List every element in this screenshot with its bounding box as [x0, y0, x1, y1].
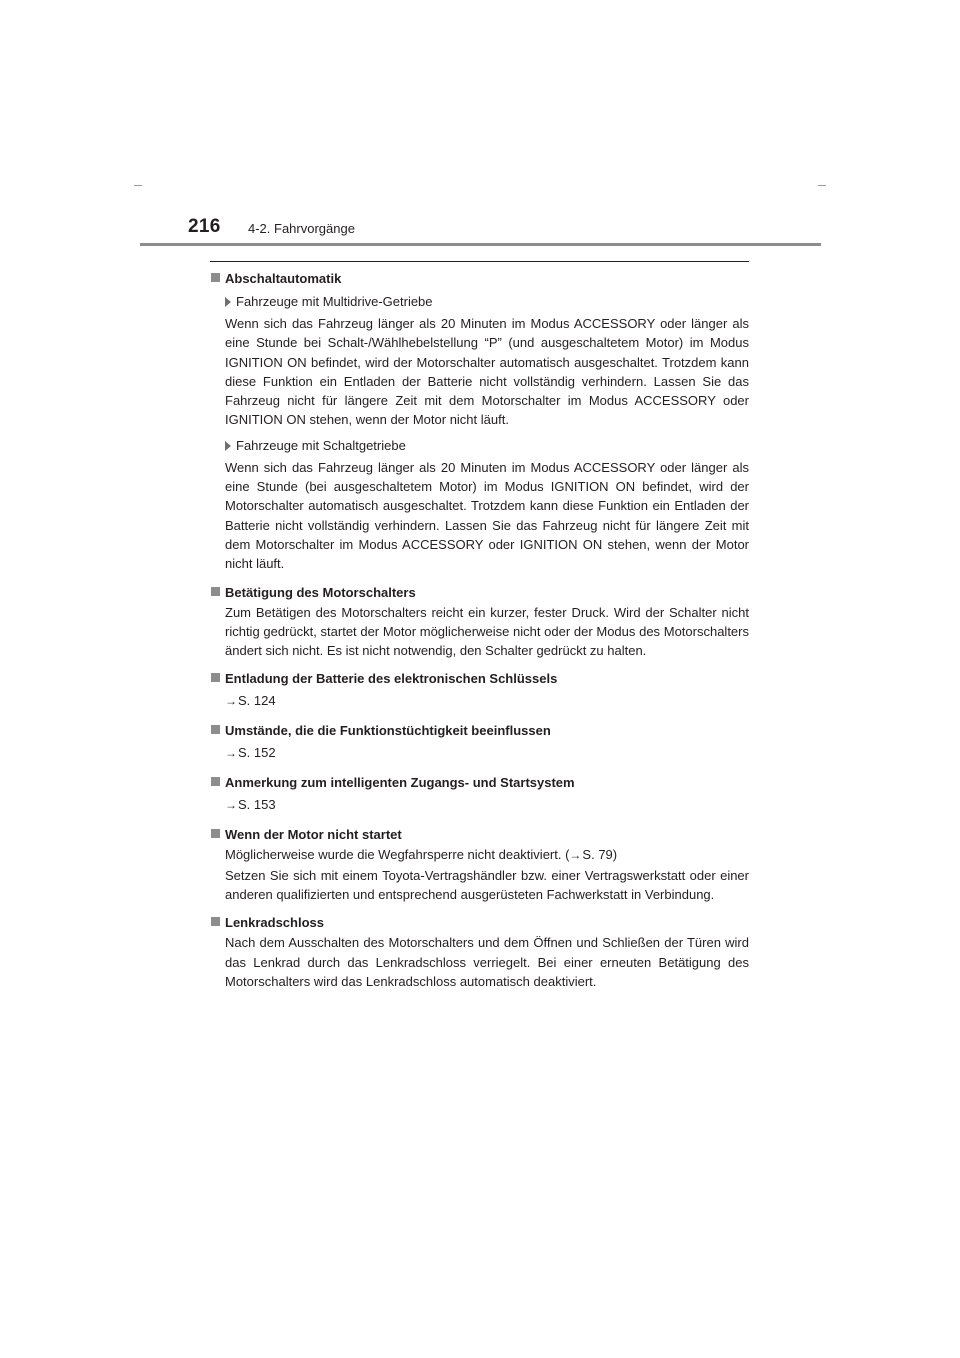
section-entladung — [210, 668, 749, 712]
section-body — [210, 291, 749, 574]
arrow-right-icon: → — [225, 798, 237, 813]
section-divider — [210, 261, 749, 262]
square-bullet-icon — [211, 725, 220, 734]
arrow-right-icon: → — [569, 848, 582, 863]
arrow-right-icon: → — [225, 746, 237, 761]
page-reference-text[interactable]: S. 79) — [582, 847, 618, 863]
section-body — [210, 794, 749, 816]
section-body — [210, 933, 749, 991]
page-content — [210, 261, 749, 991]
section-abschaltautomatik — [210, 268, 749, 574]
page-reference-text: S. 152 — [238, 745, 276, 761]
section-lenkradschloss — [210, 912, 749, 991]
subheading — [225, 435, 749, 456]
paragraph: Zum Betätigen des Motorschalters reicht ein kurzer, fester Druck. Wird der Schalter nicht richtig gedrückt, startet der Motor möglicherweise nicht oder der Modus des Motorschalters ändert sich nicht. Es ist nicht notwendig, den Schalter gedrückt zu halten. — [225, 604, 749, 659]
subheading-text: Fahrzeuge mit Multidrive-Getriebe — [236, 294, 433, 309]
arrow-right-icon: → — [225, 694, 237, 709]
section-motor-startet-nicht — [210, 824, 749, 904]
section-title-text: Wenn der Motor nicht startet — [225, 827, 402, 843]
subheading — [225, 291, 749, 312]
section-body — [210, 742, 749, 764]
crop-mark-right — [818, 185, 826, 186]
section-anmerkung — [210, 772, 749, 816]
paragraph: Setzen Sie sich mit einem Toyota-Vertragshändler bzw. einer Vertragswerkstatt oder einer anderen qualifizierten und entsprechend ausgerüsteten Fachwerkstatt in Verbindung. — [225, 867, 749, 903]
page-reference-text: S. 124 — [238, 693, 276, 709]
subheading-text: Fahrzeuge mit Schaltgetriebe — [236, 437, 406, 453]
paragraph: Nach dem Ausschalten des Motorschalters und dem Öffnen und Schließen der Türen wird das Lenkrad durch das Lenkradschloss verriegelt. Bei einer erneuten Betätigung des Motorschalters wird das Lenkradschloss automatisch deaktiviert. — [225, 935, 749, 989]
square-bullet-icon — [211, 673, 220, 682]
section-title — [210, 668, 749, 689]
section-title — [210, 268, 749, 289]
section-title — [210, 772, 749, 793]
paragraph-text: Möglicherweise wurde die Wegfahrsperre nicht deaktiviert. ( — [225, 847, 570, 863]
section-body — [210, 690, 749, 712]
section-title — [210, 582, 749, 603]
square-bullet-icon — [211, 777, 220, 786]
square-bullet-icon — [211, 273, 220, 282]
section-title — [210, 824, 749, 845]
square-bullet-icon — [211, 829, 220, 838]
page-reference[interactable] — [225, 690, 749, 712]
crop-mark-left — [134, 185, 142, 186]
section-title-text: Abschaltautomatik — [225, 271, 342, 286]
section-title — [210, 912, 749, 933]
page-reference[interactable] — [225, 794, 749, 816]
page-reference[interactable] — [225, 742, 749, 764]
paragraph: Wenn sich das Fahrzeug länger als 20 Minuten im Modus ACCESSORY oder länger als eine Stunde (bei ausgeschaltetem Motor) im Modus IGNITION ON befindet, wird der Motorschalter automatisch ausgeschaltet. Trotzdem kann diese Funktion ein Entladen der Batterie nicht vollständig verhindern. Lassen Sie das Fahrzeug nicht für längere Zeit mit dem Motorschalter im Modus ACCESSORY oder IGNITION ON stehen, wenn der Motor nicht läuft. — [225, 459, 749, 572]
section-title-text: Betätigung des Motorschalters — [225, 584, 416, 600]
section-title-text: Entladung der Batterie des elektronischen Schlüssels — [225, 671, 558, 687]
paragraph: Wenn sich das Fahrzeug länger als 20 Minuten im Modus ACCESSORY oder länger als eine Stunde bei Schalt-/Wählhebelstellung “P” (und ausgeschaltetem Motor) im Modus IGNITION ON befindet, wird der Motorschalter automatisch ausgeschaltet. Trotzdem kann diese Funktion ein Entladen der Batterie nicht vollständig verhindern. Lassen Sie das Fahrzeug nicht für längere Zeit mit dem Motorschalter im Modus ACCESSORY oder IGNITION ON stehen, wenn der Motor nicht läuft. — [225, 316, 749, 428]
page-reference-text: S. 153 — [238, 797, 276, 813]
section-betaetigung — [210, 582, 749, 661]
section-title-text: Anmerkung zum intelligenten Zugangs- und Startsystem — [225, 775, 575, 791]
section-body — [210, 603, 749, 661]
triangle-bullet-icon — [225, 441, 231, 451]
section-body — [210, 845, 749, 904]
section-title-text: Umstände, die die Funktionstüchtigkeit beeinflussen — [225, 723, 551, 739]
paragraph — [225, 845, 749, 865]
page-number: 216 — [188, 216, 221, 237]
header-rule — [140, 243, 821, 246]
triangle-bullet-icon — [225, 297, 231, 307]
section-title-text: Lenkradschloss — [225, 915, 324, 931]
square-bullet-icon — [211, 587, 220, 596]
section-umstaende — [210, 720, 749, 764]
square-bullet-icon — [211, 917, 220, 926]
section-title — [210, 720, 749, 741]
chapter-title: 4-2. Fahrvorgänge — [248, 221, 355, 236]
